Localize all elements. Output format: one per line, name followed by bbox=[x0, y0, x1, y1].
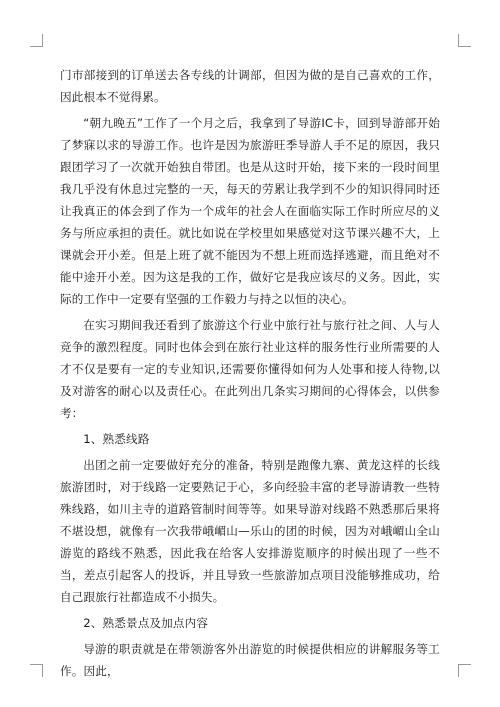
paragraph-guide-work: “朝九晚五”工作了一个月之后，我拿到了导游IC卡，回到导游部开始了梦寐以求的导游工作。也许是因为旅游旺季导游人手不足的原因，我只跟团学习了一次就开始独自带团。也是从这时开始，接下来的一段时间里我几乎没有休息过完整的一天，每天的劳累让我学到不少的知识得同时还让我真正的体会到了作为一个成年的社会人在面临实际工作时所应尽的义务与所应承担的责任。就比如说在学校里如果感觉对这节课兴趣不大，上课就会开小差。但是上班了就不能因为不想上班而选择逃避，而且绝对不能中途开小差。因为这是我的工作，做好它是我应该尽的义务。因此，实际的工作中一定要有坚强的工作毅力与持之以恒的决心。 bbox=[60, 116, 440, 306]
crop-mark-top-right bbox=[458, 34, 471, 47]
section-heading-attractions: 2、熟悉景点及加点内容 bbox=[83, 616, 209, 630]
paragraph-competition: 在实习期间我还看到了旅游这个行业中旅行社与旅行社之间、人与人竞争的激烈程度。同时也体会到在旅行社业这样的服务性行业所需要的人才不仅是要有一定的专业知识,还需要你懂得如何为人处事和接人待物,以及对游客的耐心以及责任心。在此列出几条实习期间的心得体会，以供参考： bbox=[60, 318, 440, 420]
paragraph-routes: 出团之前一定要做好充分的准备，特别是跑像九寨、黄龙这样的长线旅游团时，对于线路一定要熟记于心，多向经验丰富的老导游请教一些特殊线路，如川主寺的道路管制时间等等。如果导游对线路不熟悉那后果将不堪设想，就像有一次我带峨嵋山—乐山的团的时候，因为对峨嵋山全山游览的路线不熟悉，因此我在给客人安排游览顺序的时候出现了一些不当，差点引起客人的投诉，并且导致一些旅游加点项目没能够推成功，给自己跟旅行社都造成不小损失。 bbox=[60, 458, 440, 604]
paragraph-continuation: 门市部接到的订单送去各专线的计调部，但因为做的是自己喜欢的工作，因此根本不觉得累。 bbox=[60, 68, 440, 104]
document-body bbox=[60, 64, 440, 682]
section-heading-routes: 1、熟悉线路 bbox=[83, 432, 150, 446]
paragraph-attractions: 导游的职责就是在带领游客外出游览的时候提供相应的讲解服务等工作。因此， bbox=[60, 642, 440, 678]
crop-mark-bottom-right bbox=[458, 664, 471, 677]
crop-mark-top-left bbox=[30, 34, 43, 47]
crop-mark-bottom-left bbox=[30, 664, 43, 677]
